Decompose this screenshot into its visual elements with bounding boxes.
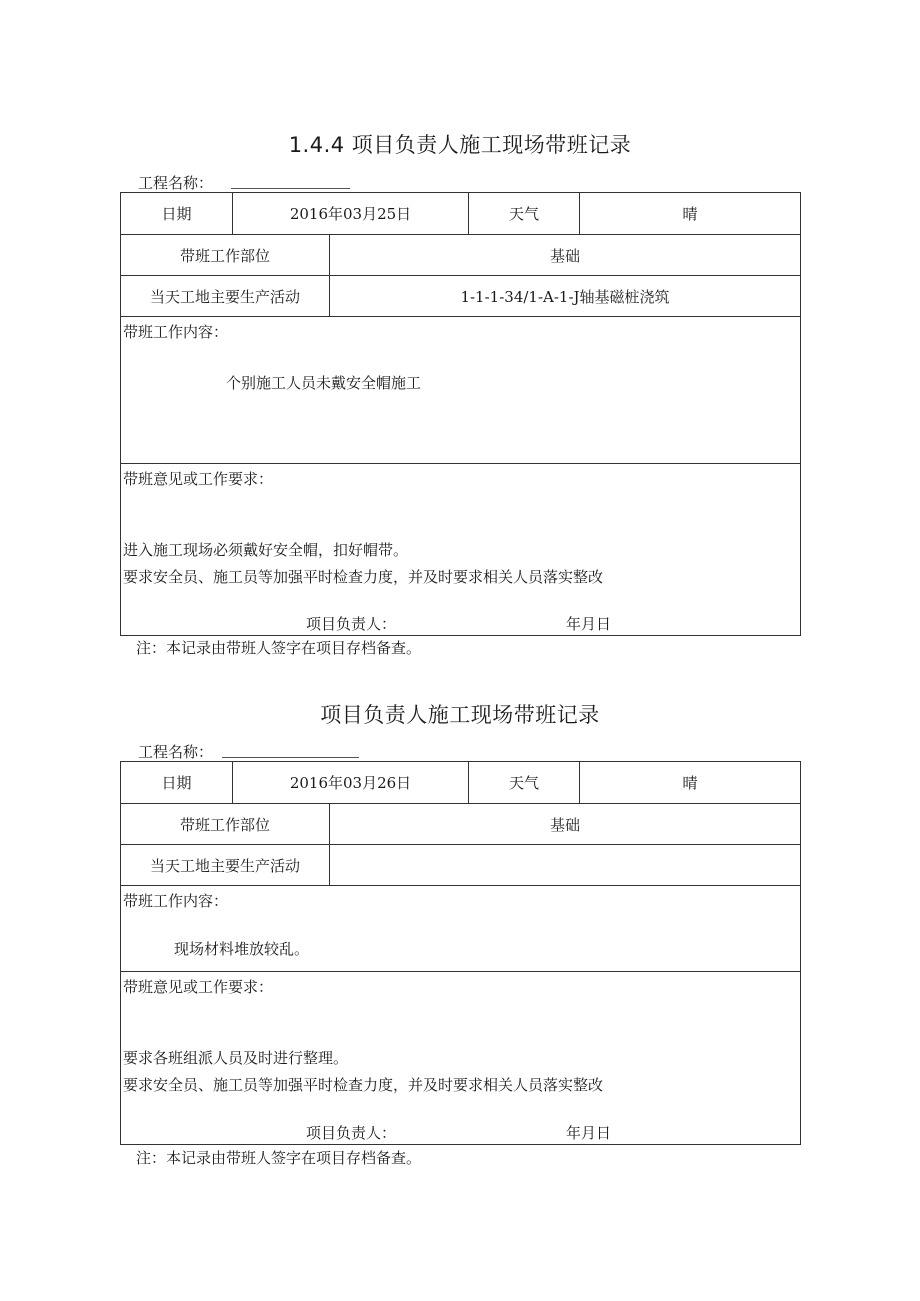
date-label: 日期 bbox=[121, 193, 233, 235]
work-content-label: 带班工作内容： bbox=[123, 892, 229, 910]
record-1-note: 注：本记录由带班人签字在项目存档备查。 bbox=[136, 639, 422, 657]
work-position-label: 带班工作部位 bbox=[121, 804, 330, 845]
activity-label: 当天工地主要生产活动 bbox=[121, 845, 330, 886]
opinion-cell bbox=[121, 464, 801, 636]
record-1-title: 1.4.4 项目负责人施工现场带班记录 bbox=[288, 133, 632, 157]
activity-value bbox=[330, 845, 801, 886]
signature-date: 年月日 bbox=[566, 1124, 612, 1142]
work-position-value: 基础 bbox=[330, 235, 801, 276]
project-name-blank[interactable] bbox=[231, 188, 350, 189]
signature-label: 项目负责人： bbox=[306, 615, 397, 633]
opinion-line-1: 要求各班组派人员及时进行整理。 bbox=[123, 1049, 349, 1067]
project-name-blank[interactable] bbox=[222, 757, 359, 758]
activity-value: 1-1-1-34/1-A-1-J轴基磁桩浇筑 bbox=[330, 276, 801, 317]
date-value: 2016年03月26日 bbox=[233, 762, 469, 804]
weather-label: 天气 bbox=[469, 193, 580, 235]
opinion-cell bbox=[121, 972, 801, 1145]
work-content-text: 现场材料堆放较乱。 bbox=[174, 940, 310, 958]
opinion-line-2: 要求安全员、施工员等加强平时检查力度，并及时要求相关人员落实整改 bbox=[123, 568, 604, 586]
opinion-label: 带班意见或工作要求： bbox=[123, 978, 274, 996]
weather-value: 晴 bbox=[580, 762, 801, 804]
signature-date: 年月日 bbox=[566, 615, 612, 633]
activity-label: 当天工地主要生产活动 bbox=[121, 276, 330, 317]
work-position-value: 基础 bbox=[330, 804, 801, 845]
work-content-cell bbox=[121, 317, 801, 464]
signature-label: 项目负责人： bbox=[306, 1124, 397, 1142]
date-label: 日期 bbox=[121, 762, 233, 804]
work-content-label: 带班工作内容： bbox=[123, 323, 229, 341]
opinion-line-2: 要求安全员、施工员等加强平时检查力度，并及时要求相关人员落实整改 bbox=[123, 1076, 604, 1094]
weather-label: 天气 bbox=[469, 762, 580, 804]
opinion-label: 带班意见或工作要求： bbox=[123, 470, 274, 488]
project-name-label: 工程名称： bbox=[138, 174, 214, 192]
weather-value: 晴 bbox=[580, 193, 801, 235]
record-2-title: 项目负责人施工现场带班记录 bbox=[320, 703, 600, 727]
record-2-table bbox=[120, 761, 801, 1145]
record-2-note: 注：本记录由带班人签字在项目存档备查。 bbox=[136, 1149, 422, 1167]
opinion-line-1: 进入施工现场必须戴好安全帽，扣好帽带。 bbox=[123, 541, 409, 559]
work-position-label: 带班工作部位 bbox=[121, 235, 330, 276]
record-1-table bbox=[120, 192, 801, 636]
work-content-cell bbox=[121, 886, 801, 972]
work-content-text: 个别施工人员未戴安全帽施工 bbox=[226, 374, 422, 392]
project-name-label: 工程名称： bbox=[138, 743, 214, 761]
date-value: 2016年03月25日 bbox=[233, 193, 469, 235]
